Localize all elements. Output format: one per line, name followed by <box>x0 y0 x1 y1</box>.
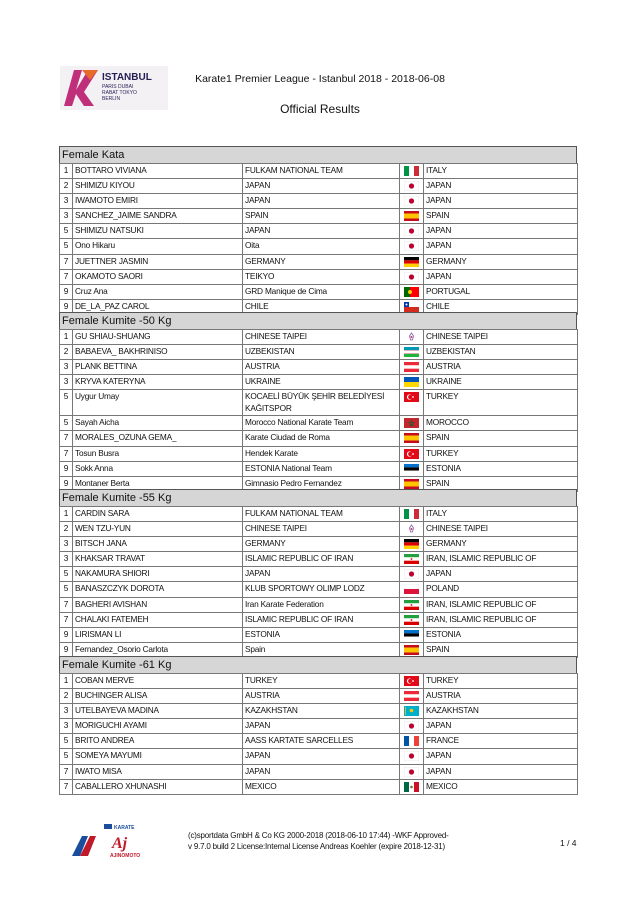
ajinomoto-logo-text: AJINOMOTO <box>110 853 141 859</box>
club-cell: ESTONIA National Team <box>243 461 400 476</box>
table-row <box>60 194 578 209</box>
rank-cell: 3 <box>60 360 73 375</box>
club-cell: GRD Manique de Cima <box>243 284 400 299</box>
rank-cell: 9 <box>60 299 73 314</box>
club-cell: Hendek Karate <box>243 446 400 461</box>
table-row <box>60 552 578 567</box>
table-row <box>60 522 578 537</box>
table-row <box>60 749 578 764</box>
country-cell: SPAIN <box>424 431 578 446</box>
club-cell: CHINESE TAIPEI <box>243 522 400 537</box>
mexico-flag-icon <box>400 779 424 794</box>
table-row <box>60 209 578 224</box>
japan-flag-icon <box>400 749 424 764</box>
athlete-name-cell: BAGHERI AVISHAN <box>73 597 243 612</box>
table-row <box>60 627 578 642</box>
rank-cell: 3 <box>60 719 73 734</box>
athlete-name-cell: CARDIN SARA <box>73 507 243 522</box>
athlete-name-cell: Sokk Anna <box>73 461 243 476</box>
country-cell: UKRAINE <box>424 375 578 390</box>
rank-cell: 7 <box>60 269 73 284</box>
athlete-name-cell: SHIMIZU KIYOU <box>73 179 243 194</box>
table-row <box>60 284 578 299</box>
athlete-name-cell: Cruz Ana <box>73 284 243 299</box>
morocco-flag-icon <box>400 416 424 431</box>
rank-cell: 5 <box>60 224 73 239</box>
ukraine-flag-icon <box>400 375 424 390</box>
table-row <box>60 674 578 689</box>
table-row <box>60 612 578 627</box>
rank-cell: 5 <box>60 567 73 582</box>
rank-cell: 9 <box>60 642 73 657</box>
japan-flag-icon <box>400 179 424 194</box>
country-cell: GERMANY <box>424 254 578 269</box>
logo-city-text: ISTANBUL <box>102 72 152 83</box>
country-cell: ITALY <box>424 164 578 179</box>
country-cell: CHINESE TAIPEI <box>424 330 578 345</box>
chinese-taipei-flag-icon <box>400 522 424 537</box>
spain-flag-icon <box>400 209 424 224</box>
rank-cell: 9 <box>60 284 73 299</box>
category-title: Female Kumite -55 Kg <box>59 489 577 506</box>
athlete-name-cell: IWATO MISA <box>73 764 243 779</box>
event-logo <box>60 66 168 110</box>
rank-cell: 7 <box>60 779 73 794</box>
page-title: Karate1 Premier League - Istanbul 2018 - 2018-06-08 <box>195 73 445 85</box>
country-cell: CHILE <box>424 299 578 314</box>
club-cell: Morocco National Karate Team <box>243 416 400 431</box>
country-cell: CHINESE TAIPEI <box>424 522 578 537</box>
germany-flag-icon <box>400 254 424 269</box>
athlete-name-cell: SANCHEZ_JAIME SANDRA <box>73 209 243 224</box>
rank-cell: 7 <box>60 764 73 779</box>
country-cell: JAPAN <box>424 764 578 779</box>
club-cell: JAPAN <box>243 224 400 239</box>
athlete-name-cell: BANASZCZYK DOROTA <box>73 582 243 597</box>
table-row <box>60 431 578 446</box>
table-row <box>60 582 578 597</box>
rank-cell: 1 <box>60 507 73 522</box>
turkey-flag-icon <box>400 674 424 689</box>
austria-flag-icon <box>400 689 424 704</box>
athlete-name-cell: KRYVA KATERYNA <box>73 375 243 390</box>
table-row <box>60 461 578 476</box>
athlete-name-cell: SHIMIZU NATSUKI <box>73 224 243 239</box>
turkey-flag-icon <box>400 390 424 416</box>
rank-cell: 1 <box>60 674 73 689</box>
country-cell: JAPAN <box>424 719 578 734</box>
country-cell: SPAIN <box>424 476 578 491</box>
club-cell: JAPAN <box>243 179 400 194</box>
country-cell: JAPAN <box>424 749 578 764</box>
sponsor-logos <box>68 822 178 862</box>
country-cell: AUSTRIA <box>424 689 578 704</box>
athlete-name-cell: Sayah Aicha <box>73 416 243 431</box>
category-block <box>59 312 577 492</box>
athlete-name-cell: SOMEYA MAYUMI <box>73 749 243 764</box>
athlete-name-cell: BITSCH JANA <box>73 537 243 552</box>
table-row <box>60 507 578 522</box>
rank-cell: 2 <box>60 345 73 360</box>
table-row <box>60 537 578 552</box>
germany-flag-icon <box>400 537 424 552</box>
japan-flag-icon <box>400 567 424 582</box>
athlete-name-cell: COBAN MERVE <box>73 674 243 689</box>
footer-line-2: v 9.7.0 build 2 License:Internal License Andreas Koehler (expire 2018-12-31) <box>188 842 445 851</box>
club-cell: KOCAELİ BÜYÜK ŞEHİR BELEDİYESİ KAĞITSPOR <box>243 390 400 416</box>
club-cell: Spain <box>243 642 400 657</box>
country-cell: ESTONIA <box>424 461 578 476</box>
country-cell: TURKEY <box>424 674 578 689</box>
athlete-name-cell: NAKAMURA SHIORI <box>73 567 243 582</box>
club-cell: AUSTRIA <box>243 689 400 704</box>
athlete-name-cell: Montaner Berta <box>73 476 243 491</box>
country-cell: KAZAKHSTAN <box>424 704 578 719</box>
club-cell: ISLAMIC REPUBLIC OF IRAN <box>243 552 400 567</box>
italy-flag-icon <box>400 507 424 522</box>
rank-cell: 5 <box>60 416 73 431</box>
estonia-flag-icon <box>400 461 424 476</box>
rank-cell: 3 <box>60 194 73 209</box>
country-cell: JAPAN <box>424 567 578 582</box>
country-cell: SPAIN <box>424 642 578 657</box>
table-row <box>60 179 578 194</box>
club-cell: MEXICO <box>243 779 400 794</box>
athlete-name-cell: KHAKSAR TRAVAT <box>73 552 243 567</box>
rank-cell: 7 <box>60 431 73 446</box>
athlete-name-cell: PLANK BETTINA <box>73 360 243 375</box>
country-cell: AUSTRIA <box>424 360 578 375</box>
rank-cell: 9 <box>60 461 73 476</box>
athlete-name-cell: CABALLERO XHUNASHI <box>73 779 243 794</box>
table-row <box>60 330 578 345</box>
kazakhstan-flag-icon <box>400 704 424 719</box>
table-row <box>60 390 578 416</box>
table-row <box>60 689 578 704</box>
athlete-name-cell: Ono Hikaru <box>73 239 243 254</box>
rank-cell: 3 <box>60 552 73 567</box>
club-cell: CHINESE TAIPEI <box>243 330 400 345</box>
japan-flag-icon <box>400 269 424 284</box>
country-cell: JAPAN <box>424 239 578 254</box>
club-cell: AASS KARTATE SARCELLES <box>243 734 400 749</box>
table-row <box>60 446 578 461</box>
rank-cell: 1 <box>60 164 73 179</box>
athlete-name-cell: BOTTARO VIVIANA <box>73 164 243 179</box>
table-row <box>60 567 578 582</box>
club-cell: Karate Ciudad de Roma <box>243 431 400 446</box>
karate-logo-text: KARATE <box>114 825 135 831</box>
country-cell: IRAN, ISLAMIC REPUBLIC OF <box>424 612 578 627</box>
rank-cell: 3 <box>60 537 73 552</box>
table-row <box>60 719 578 734</box>
category-title: Female Kata <box>59 146 577 163</box>
table-row <box>60 254 578 269</box>
page-number: 1 / 4 <box>560 838 577 848</box>
country-cell: UZBEKISTAN <box>424 345 578 360</box>
table-row <box>60 269 578 284</box>
rank-cell: 2 <box>60 179 73 194</box>
country-cell: TURKEY <box>424 446 578 461</box>
athlete-name-cell: UTELBAYEVA MADINA <box>73 704 243 719</box>
country-cell: JAPAN <box>424 194 578 209</box>
turkey-flag-icon <box>400 446 424 461</box>
austria-flag-icon <box>400 360 424 375</box>
country-cell: ITALY <box>424 507 578 522</box>
club-cell: Iran Karate Federation <box>243 597 400 612</box>
club-cell: FULKAM NATIONAL TEAM <box>243 164 400 179</box>
country-cell: SPAIN <box>424 209 578 224</box>
country-cell: IRAN, ISLAMIC REPUBLIC OF <box>424 597 578 612</box>
iran-flag-icon <box>400 612 424 627</box>
athlete-name-cell: Fernandez_Osorio Carlota <box>73 642 243 657</box>
table-row <box>60 734 578 749</box>
iran-flag-icon <box>400 597 424 612</box>
japan-flag-icon <box>400 224 424 239</box>
rank-cell: 5 <box>60 239 73 254</box>
category-block <box>59 656 577 795</box>
athlete-name-cell: JUETTNER JASMIN <box>73 254 243 269</box>
athlete-name-cell: DE_LA_PAZ CAROL <box>73 299 243 314</box>
rank-cell: 2 <box>60 522 73 537</box>
club-cell: CHILE <box>243 299 400 314</box>
club-cell: UZBEKISTAN <box>243 345 400 360</box>
country-cell: FRANCE <box>424 734 578 749</box>
country-cell: PORTUGAL <box>424 284 578 299</box>
table-row <box>60 764 578 779</box>
uzbekistan-flag-icon <box>400 345 424 360</box>
athlete-name-cell: MORIGUCHI AYAMI <box>73 719 243 734</box>
country-cell: JAPAN <box>424 269 578 284</box>
table-row <box>60 779 578 794</box>
club-cell: FULKAM NATIONAL TEAM <box>243 507 400 522</box>
poland-flag-icon <box>400 582 424 597</box>
athlete-name-cell: BRITO ANDREA <box>73 734 243 749</box>
rank-cell: 7 <box>60 446 73 461</box>
rank-cell: 2 <box>60 689 73 704</box>
table-row <box>60 360 578 375</box>
country-cell: TURKEY <box>424 390 578 416</box>
table-row <box>60 224 578 239</box>
results-table <box>59 506 578 658</box>
athlete-name-cell: BUCHINGER ALISA <box>73 689 243 704</box>
aj-logo-text: Aj <box>112 835 128 852</box>
country-cell: IRAN, ISLAMIC REPUBLIC OF <box>424 552 578 567</box>
country-cell: MEXICO <box>424 779 578 794</box>
japan-flag-icon <box>400 764 424 779</box>
france-flag-icon <box>400 734 424 749</box>
athlete-name-cell: WEN TZU-YUN <box>73 522 243 537</box>
iran-flag-icon <box>400 552 424 567</box>
club-cell: JAPAN <box>243 719 400 734</box>
club-cell: SPAIN <box>243 209 400 224</box>
portugal-flag-icon <box>400 284 424 299</box>
rank-cell: 7 <box>60 597 73 612</box>
table-row <box>60 597 578 612</box>
club-cell: AUSTRIA <box>243 360 400 375</box>
athlete-name-cell: GU SHIAU-SHUANG <box>73 330 243 345</box>
rank-cell: 7 <box>60 254 73 269</box>
club-cell: KAZAKHSTAN <box>243 704 400 719</box>
country-cell: GERMANY <box>424 537 578 552</box>
country-cell: MOROCCO <box>424 416 578 431</box>
category-title: Female Kumite -61 Kg <box>59 656 577 673</box>
results-table <box>59 163 578 315</box>
logo-cities-text: RABAT TOKYO <box>102 90 137 96</box>
rank-cell: 3 <box>60 209 73 224</box>
japan-flag-icon <box>400 719 424 734</box>
table-row <box>60 375 578 390</box>
athlete-name-cell: BABAEVA_ BAKHRINISO <box>73 345 243 360</box>
athlete-name-cell: IWAMOTO EMIRI <box>73 194 243 209</box>
athlete-name-cell: LIRISMAN LI <box>73 627 243 642</box>
athlete-name-cell: MORALES_OZUNA GEMA_ <box>73 431 243 446</box>
athlete-name-cell: CHALAKI FATEMEH <box>73 612 243 627</box>
page-subtitle: Official Results <box>280 102 360 116</box>
rank-cell: 9 <box>60 476 73 491</box>
japan-flag-icon <box>400 239 424 254</box>
club-cell: ISLAMIC REPUBLIC OF IRAN <box>243 612 400 627</box>
athlete-name-cell: Uygur Umay <box>73 390 243 416</box>
country-cell: ESTONIA <box>424 627 578 642</box>
spain-flag-icon <box>400 431 424 446</box>
chinese-taipei-flag-icon <box>400 330 424 345</box>
table-row <box>60 164 578 179</box>
estonia-flag-icon <box>400 627 424 642</box>
table-row <box>60 345 578 360</box>
results-table <box>59 329 578 492</box>
club-cell: TEIKYO <box>243 269 400 284</box>
club-cell: JAPAN <box>243 567 400 582</box>
table-row <box>60 239 578 254</box>
rank-cell: 5 <box>60 749 73 764</box>
club-cell: JAPAN <box>243 194 400 209</box>
club-cell: GERMANY <box>243 537 400 552</box>
athlete-name-cell: OKAMOTO SAORI <box>73 269 243 284</box>
rank-cell: 3 <box>60 704 73 719</box>
rank-cell: 3 <box>60 375 73 390</box>
club-cell: GERMANY <box>243 254 400 269</box>
category-block <box>59 146 577 315</box>
athlete-name-cell: Tosun Busra <box>73 446 243 461</box>
japan-flag-icon <box>400 194 424 209</box>
results-table <box>59 673 578 795</box>
club-cell: JAPAN <box>243 749 400 764</box>
logo-cities-text: PARIS DUBAI <box>102 84 134 90</box>
table-row <box>60 416 578 431</box>
club-cell: KLUB SPORTOWY OLIMP LODZ <box>243 582 400 597</box>
italy-flag-icon <box>400 164 424 179</box>
country-cell: JAPAN <box>424 224 578 239</box>
logo-cities-text: BERLIN <box>102 96 121 102</box>
rank-cell: 5 <box>60 734 73 749</box>
rank-cell: 1 <box>60 330 73 345</box>
category-title: Female Kumite -50 Kg <box>59 312 577 329</box>
country-cell: JAPAN <box>424 179 578 194</box>
club-cell: Oita <box>243 239 400 254</box>
footer-text <box>188 830 449 852</box>
club-cell: Gimnasio Pedro Fernandez <box>243 476 400 491</box>
club-cell: ESTONIA <box>243 627 400 642</box>
club-cell: UKRAINE <box>243 375 400 390</box>
rank-cell: 5 <box>60 582 73 597</box>
club-cell: JAPAN <box>243 764 400 779</box>
rank-cell: 9 <box>60 627 73 642</box>
club-cell: TURKEY <box>243 674 400 689</box>
country-cell: POLAND <box>424 582 578 597</box>
footer-line-1: (c)sportdata GmbH & Co KG 2000-2018 (2018-06-10 17:44) -WKF Approved- <box>188 831 449 840</box>
rank-cell: 5 <box>60 390 73 416</box>
table-row <box>60 704 578 719</box>
category-block <box>59 489 577 658</box>
rank-cell: 7 <box>60 612 73 627</box>
